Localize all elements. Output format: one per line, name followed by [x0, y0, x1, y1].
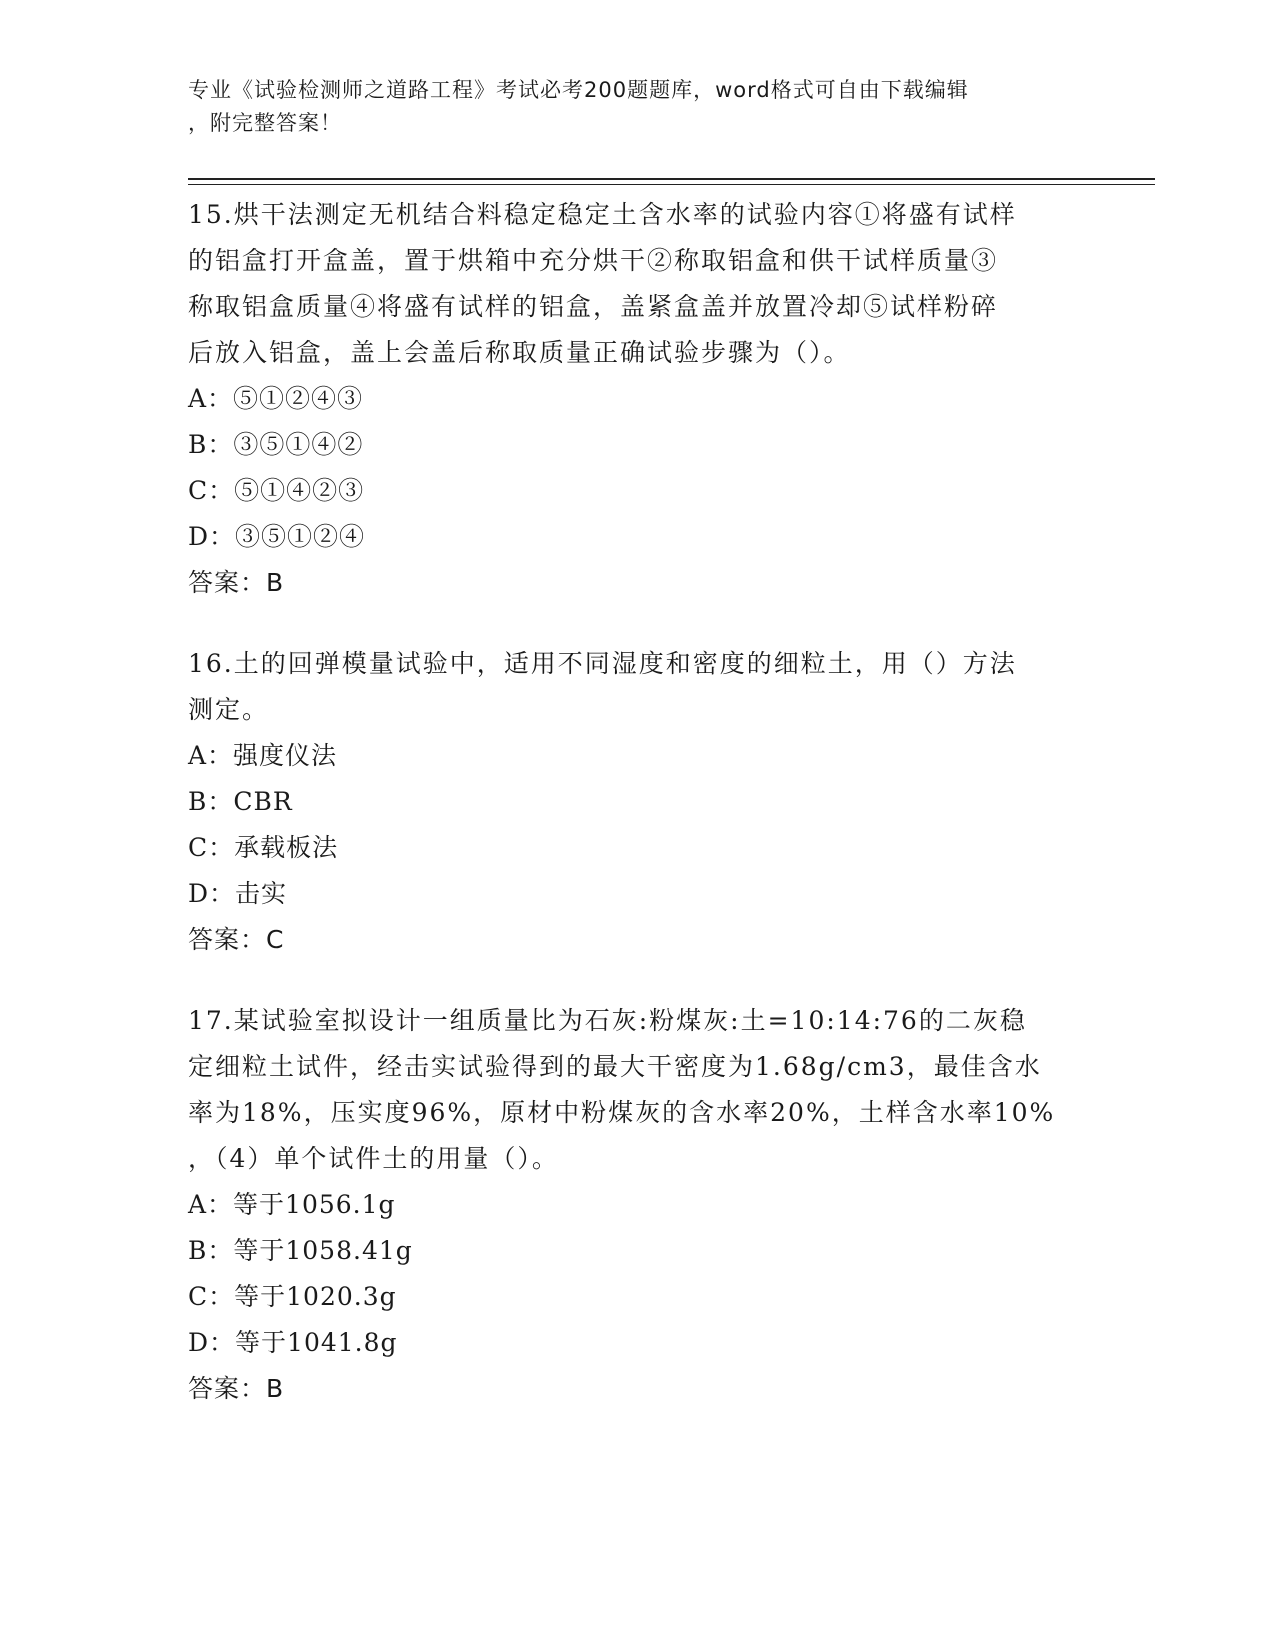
question-stem	[188, 998, 1088, 1182]
question-stem	[188, 192, 1088, 376]
option-c: C：承载板法	[188, 833, 339, 862]
question-15	[188, 192, 1088, 606]
header-divider-thin	[188, 184, 1155, 185]
option-b: B：CBR	[188, 787, 293, 816]
document-header	[188, 74, 1088, 140]
header-divider-thick	[188, 178, 1155, 180]
question-17	[188, 998, 1088, 1412]
option-b: B：等于1058.41g	[188, 1236, 413, 1265]
stem-line: 15.烘干法测定无机结合料稳定稳定土含水率的试验内容①将盛有试样	[188, 200, 1017, 229]
option-b: B：③⑤①④②	[188, 430, 364, 459]
header-line-2: ，附完整答案！	[188, 111, 342, 135]
answer: 答案：B	[188, 568, 285, 597]
stem-line: 定细粒土试件，经击实试验得到的最大干密度为1.68g/cm3，最佳含水	[188, 1052, 1042, 1081]
option-a: A：强度仪法	[188, 741, 338, 770]
option-d: D：击实	[188, 879, 288, 908]
option-d: D：等于1041.8g	[188, 1328, 398, 1357]
option-d: D：③⑤①②④	[188, 522, 366, 551]
stem-line: 17.某试验室拟设计一组质量比为石灰:粉煤灰:土=10:14:76的二灰稳	[188, 1006, 1027, 1035]
stem-line: 测定。	[188, 695, 270, 724]
option-a: A：⑤①②④③	[188, 384, 364, 413]
answer: 答案：C	[188, 925, 285, 954]
stem-line: 16.土的回弹模量试验中，适用不同湿度和密度的细粒土，用（）方法	[188, 649, 1017, 678]
stem-line: 率为18%，压实度96%，原材中粉煤灰的含水率20%，土样含水率10%	[188, 1098, 1056, 1127]
stem-line: 后放入铝盒，盖上会盖后称取质量正确试验步骤为（）。	[188, 338, 851, 367]
question-16	[188, 641, 1088, 963]
option-c: C：⑤①④②③	[188, 476, 365, 505]
option-a: A：等于1056.1g	[188, 1190, 396, 1219]
header-line-1: 专业《试验检测师之道路工程》考试必考200题题库，word格式可自由下载编辑	[188, 78, 969, 102]
stem-line: 的铝盒打开盒盖，置于烘箱中充分烘干②称取铝盒和供干试样质量③	[188, 246, 999, 275]
question-stem	[188, 641, 1088, 733]
question-list	[188, 192, 1088, 1447]
answer: 答案：B	[188, 1374, 285, 1403]
stem-line: 称取铝盒质量④将盛有试样的铝盒，盖紧盒盖并放置冷却⑤试样粉碎	[188, 292, 999, 321]
option-c: C：等于1020.3g	[188, 1282, 397, 1311]
stem-line: ，（4）单个试件土的用量（）。	[188, 1144, 559, 1173]
